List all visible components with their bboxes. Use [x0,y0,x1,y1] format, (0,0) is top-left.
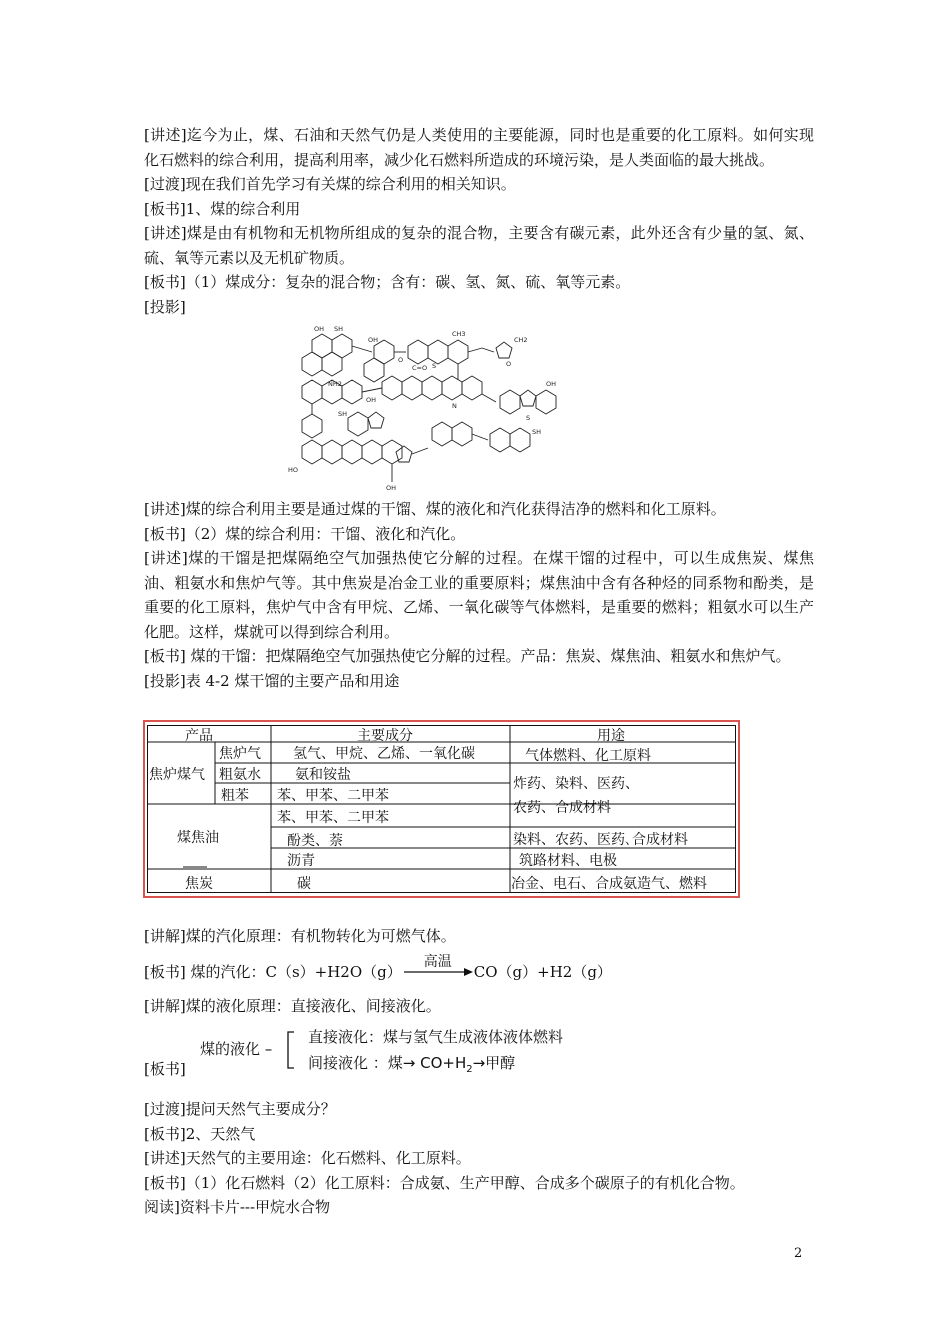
table-cell: 炸药、染料、医药、 [513,776,639,792]
table-cell: 粗氨水 [219,767,261,783]
table-cell: 焦炉煤气 [149,767,205,783]
paragraph: [投影]表 4-2 煤干馏的主要产品和用途 [144,671,400,690]
table-cell: 煤焦油 [177,830,219,846]
arrow-icon [402,967,474,977]
board-label: [板书] [144,1060,186,1078]
coal-products-table [147,725,736,893]
atom-label: HO [288,466,299,474]
indirect-liquefaction [308,1052,515,1075]
indirect-tail: →甲醇 [472,1054,516,1072]
paragraph: [过渡]提问天然气主要成分？ [144,1100,336,1118]
paragraph: [讲述]天然气的主要用途：化石燃料、化工原料。 [144,1149,471,1167]
middle-paragraphs [144,497,814,693]
table-cell: 碳 [297,876,311,892]
atom-label: NH2 [328,380,342,388]
paragraph: [讲解]煤的汽化原理：有机物转化为可燃气体。 [144,927,456,945]
atom-label: C=O [412,364,428,372]
equation-products: CO（g）+H2（g） [473,963,612,981]
liquefaction-diagram [200,1024,620,1078]
atom-label: OH [386,484,397,492]
gasification-equation [144,954,612,984]
table-cell: 气体燃料、化工原料 [525,748,651,764]
atom-label: SH [338,410,348,418]
table-cell: 农药、合成材料 [513,800,611,816]
atom-label: CH3 [452,330,466,338]
atom-label: O [506,360,512,368]
equation-reactants: [板书] 煤的汽化：C（s）+H2O（g） [144,963,402,981]
paragraph: [讲述]煤是由有机物和无机物所组成的复杂的混合物，主要含有碳元素，此外还含有少量的氢、氮、硫、氧等元素以及无机矿物质。 [144,224,814,267]
table-cell: 冶金、电石、合成氨造气、燃料 [511,876,707,892]
bottom-paragraphs [144,1097,814,1220]
atom-label: OH [314,325,325,333]
paragraph: [讲解]煤的液化原理：直接液化、间接液化。 [144,997,441,1015]
coal-structure-figure [282,322,562,494]
table-cell: 酚类、萘 [287,833,343,849]
paragraph: [讲述]迄今为止，煤、石油和天然气仍是人类使用的主要能源，同时也是重要的化工原料。如何实现化石燃料的综合利用，提高利用率，减少化石燃料所造成的环境污染，是人类面临的最大挑战。 [144,126,814,169]
table-header: 产品 [185,728,213,744]
reaction-arrow [402,954,474,984]
direct-liquefaction: 直接液化：煤与氢气生成液体液体燃料 [308,1028,564,1046]
paragraph: 阅读]资料卡片---甲烷水合物 [144,1198,331,1216]
reaction-condition: 高温 [423,954,452,970]
paragraph: [板书]（2）煤的综合利用：干馏、液化和汽化。 [144,524,466,543]
paragraph: [讲述]煤的干馏是把煤隔绝空气加强热使它分解的过程。在煤干馏的过程中，可以生成焦炭、煤焦油、粗氨水和焦炉气等。其中焦炭是冶金工业的重要原料；煤焦油中含有各种烃的同系物和酚类，是重要的化工原料，焦炉气中含有甲烷、乙烯、一氧化碳等气体燃料，是重要的燃料；粗氨水可以生产化肥。这样，煤就可以得到综合利用。 [144,549,814,641]
atom-label: N [452,402,457,410]
bracket-icon [284,1030,296,1070]
liquefaction-title: 煤的液化 – [200,1040,273,1058]
paragraph: [板书]（1）化石燃料（2）化工原料：合成氨、生产甲醇、合成多个碳原子的有机化合物。 [144,1173,745,1192]
atom-label: OH [546,380,557,388]
atom-label: O [398,356,404,364]
atom-label: S [432,362,437,370]
atom-label: OH [368,336,379,344]
atom-label: SH [532,428,542,436]
table-header: 主要成分 [357,728,413,744]
table-cell: 筑路材料、电极 [519,853,617,869]
atom-label: SH [334,325,344,333]
paragraph: [板书]1、煤的综合利用 [144,199,301,218]
table-cell: 沥青 [287,853,315,869]
top-paragraphs [144,123,814,319]
atom-label: CH2 [514,336,528,344]
table-cell: 焦炭 [185,876,213,892]
table-cell: 氢气、甲烷、乙烯、一氧化碳 [293,746,475,762]
coal-structure-drawing [282,322,562,494]
subscript: 2 [466,1064,473,1075]
paragraph: [板书]（1）煤成分：复杂的混合物；含有：碳、氢、氮、硫、氧等元素。 [144,273,631,291]
table-header: 用途 [597,728,625,744]
indirect-text: 间接液化 ：煤→ CO+H [308,1054,467,1072]
atom-label: S [526,414,531,422]
table-cell: 氨和铵盐 [295,767,351,783]
paragraph: [过渡]现在我们首先学习有关煤的综合利用的相关知识。 [144,175,516,193]
paragraph: [板书]2、天然气 [144,1124,256,1143]
paragraph: [投影] [144,297,186,316]
table-cell: 苯、甲苯、二甲苯 [277,810,389,826]
page-number: 2 [794,1246,803,1261]
table-cell: 粗苯 [221,788,249,804]
paragraph: [板书] 煤的干馏：把煤隔绝空气加强热使它分解的过程。产品：焦炭、煤焦油、粗氨水和焦炉气。 [144,647,791,665]
table-cell: 染料、农药、医药､合成材料 [513,832,688,848]
table-cell: 焦炉气 [219,746,261,762]
paragraph: [讲述]煤的综合利用主要是通过煤的干馏、煤的液化和汽化获得洁净的燃料和化工原料。 [144,500,726,518]
atom-label: OH [366,396,377,404]
table-cell: 苯、甲苯、二甲苯 [277,788,389,804]
